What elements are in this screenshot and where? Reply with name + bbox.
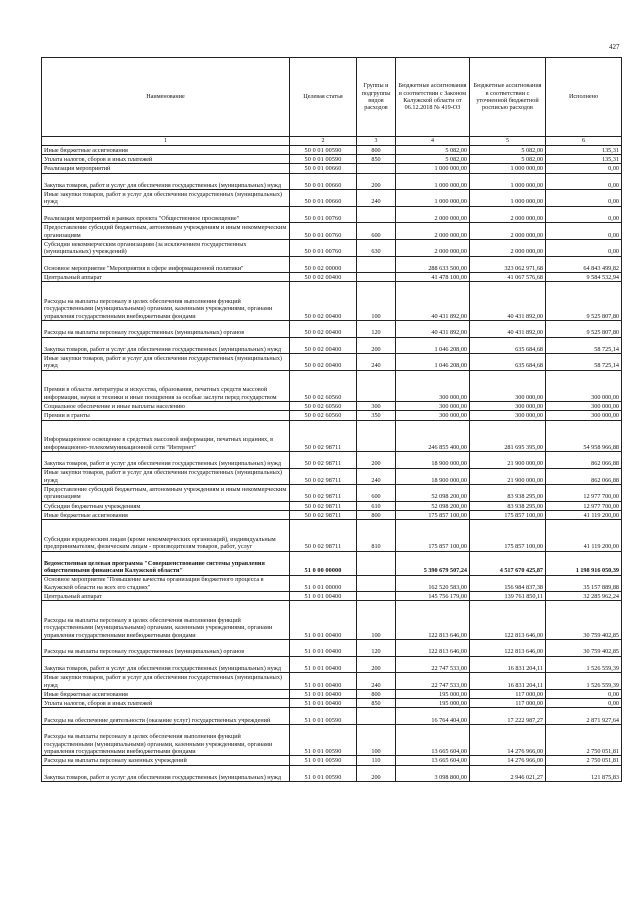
row-revised-allocation-cell: 1 000 000,00	[470, 190, 546, 207]
row-revised-allocation-cell: 156 984 837,38	[470, 575, 546, 592]
table-row	[42, 520, 622, 551]
row-revised-allocation-cell: 635 684,68	[470, 337, 546, 354]
row-name-cell: Социальное обеспечение и иные выплаты населению	[42, 402, 290, 411]
row-expense-group-cell	[357, 256, 396, 273]
row-executed-cell: 0,00	[546, 164, 622, 173]
row-law-allocation-cell: 288 633 500,00	[396, 256, 470, 273]
row-executed-cell: 35 157 889,88	[546, 575, 622, 592]
row-executed-cell: 0,00	[546, 239, 622, 256]
table-body	[42, 146, 622, 782]
row-name-cell: Расходы на выплаты персоналу в целях обеспечения выполнения функций государственными (муниципальными) органами, казенными учреждениями, органами управления государственными внебюджетными фондами	[42, 282, 290, 321]
row-name-cell: Расходы на выплаты персоналу в целях обеспечения выполнения функций государственными (муниципальными) органами, казенными учреждениями, органами управления государственными внебюджетными фондами	[42, 724, 290, 755]
header-number: 2	[290, 137, 357, 146]
header-number: 4	[396, 137, 470, 146]
row-revised-allocation-cell: 83 938 295,00	[470, 485, 546, 502]
row-revised-allocation-cell: 1 000 000,00	[470, 173, 546, 190]
row-executed-cell: 300 000,00	[546, 402, 622, 411]
row-revised-allocation-cell: 139 761 850,11	[470, 592, 546, 601]
row-target-article-cell: 50 0 01 00660	[290, 190, 357, 207]
row-law-allocation-cell: 3 098 800,00	[396, 765, 470, 782]
row-expense-group-cell: 200	[357, 337, 396, 354]
table-row	[42, 756, 622, 765]
row-name-cell: Закупка товаров, работ и услуг для обеспечения государственных (муниципальных) нужд	[42, 765, 290, 782]
row-law-allocation-cell: 13 665 604,00	[396, 724, 470, 755]
row-expense-group-cell: 200	[357, 656, 396, 673]
header-law-allocation: Бюджетные ассигнования в соответствии с Законом Калужской области от 06.12.2018 № 419-ОЗ	[396, 58, 470, 137]
row-law-allocation-cell: 122 813 646,00	[396, 640, 470, 657]
header-number: 5	[470, 137, 546, 146]
table-row	[42, 411, 622, 420]
row-law-allocation-cell: 16 764 404,00	[396, 708, 470, 725]
row-name-cell: Основное мероприятие "Мероприятия в сфере информационной политики"	[42, 256, 290, 273]
table-row	[42, 656, 622, 673]
row-expense-group-cell: 800	[357, 511, 396, 520]
row-law-allocation-cell: 40 431 892,00	[396, 321, 470, 338]
table-row	[42, 206, 622, 223]
row-executed-cell: 2 871 927,64	[546, 708, 622, 725]
row-expense-group-cell: 110	[357, 756, 396, 765]
row-target-article-cell: 51 0 00 00000	[290, 551, 357, 575]
row-law-allocation-cell: 300 000,00	[396, 402, 470, 411]
row-executed-cell: 1 526 559,39	[546, 673, 622, 690]
table-row	[42, 337, 622, 354]
row-target-article-cell: 50 0 01 00660	[290, 173, 357, 190]
row-expense-group-cell: 240	[357, 190, 396, 207]
table-row	[42, 689, 622, 698]
row-target-article-cell: 50 0 02 98711	[290, 485, 357, 502]
row-law-allocation-cell: 145 756 179,00	[396, 592, 470, 601]
row-law-allocation-cell: 175 857 100,00	[396, 511, 470, 520]
row-target-article-cell: 51 0 01 00400	[290, 592, 357, 601]
row-revised-allocation-cell: 21 900 000,00	[470, 452, 546, 469]
row-executed-cell: 0,00	[546, 223, 622, 240]
budget-table	[41, 57, 622, 782]
row-expense-group-cell	[357, 592, 396, 601]
row-revised-allocation-cell: 14 276 966,00	[470, 756, 546, 765]
row-expense-group-cell: 240	[357, 673, 396, 690]
row-law-allocation-cell: 5 082,00	[396, 155, 470, 164]
table-row	[42, 155, 622, 164]
row-law-allocation-cell: 300 000,00	[396, 411, 470, 420]
row-executed-cell: 9 525 807,80	[546, 282, 622, 321]
row-name-cell: Иные бюджетные ассигнования	[42, 511, 290, 520]
row-name-cell: Реализация мероприятий в рамках проекта "Общественное просвещение"	[42, 206, 290, 223]
row-name-cell: Расходы на выплаты персоналу государственных (муниципальных) органов	[42, 640, 290, 657]
row-law-allocation-cell: 2 000 000,00	[396, 206, 470, 223]
row-target-article-cell: 50 0 02 00400	[290, 337, 357, 354]
table-row	[42, 452, 622, 469]
row-law-allocation-cell: 246 855 400,00	[396, 420, 470, 451]
table-row	[42, 223, 622, 240]
row-target-article-cell: 51 0 01 00400	[290, 601, 357, 640]
row-executed-cell: 0,00	[546, 689, 622, 698]
table-row	[42, 485, 622, 502]
row-executed-cell: 9 525 807,80	[546, 321, 622, 338]
row-revised-allocation-cell: 41 067 576,68	[470, 273, 546, 282]
row-executed-cell: 41 119 200,00	[546, 520, 622, 551]
row-revised-allocation-cell: 40 431 892,00	[470, 282, 546, 321]
row-executed-cell: 2 750 051,81	[546, 724, 622, 755]
row-target-article-cell: 50 0 02 98711	[290, 452, 357, 469]
row-revised-allocation-cell: 5 082,00	[470, 146, 546, 155]
row-target-article-cell: 51 0 01 00400	[290, 689, 357, 698]
row-law-allocation-cell: 1 000 000,00	[396, 190, 470, 207]
row-name-cell: Центральный аппарат	[42, 273, 290, 282]
row-revised-allocation-cell: 635 684,68	[470, 354, 546, 371]
row-law-allocation-cell: 195 000,00	[396, 689, 470, 698]
row-law-allocation-cell: 18 900 000,00	[396, 468, 470, 485]
header-expense-group: Группы и подгруппы видов расходов	[357, 58, 396, 137]
row-executed-cell: 54 958 966,88	[546, 420, 622, 451]
table-row	[42, 468, 622, 485]
row-name-cell: Закупка товаров, работ и услуг для обеспечения государственных (муниципальных) нужд	[42, 452, 290, 469]
row-executed-cell: 0,00	[546, 173, 622, 190]
row-expense-group-cell: 350	[357, 411, 396, 420]
header-executed: Исполнено	[546, 58, 622, 137]
row-name-cell: Иные бюджетные ассигнования	[42, 146, 290, 155]
row-expense-group-cell: 100	[357, 282, 396, 321]
header-row	[42, 58, 622, 137]
row-revised-allocation-cell: 17 222 987,27	[470, 708, 546, 725]
row-revised-allocation-cell: 175 857 100,00	[470, 511, 546, 520]
row-expense-group-cell: 200	[357, 173, 396, 190]
row-name-cell: Расходы на выплаты персоналу казенных учреждений	[42, 756, 290, 765]
row-target-article-cell: 50 0 01 00760	[290, 239, 357, 256]
row-expense-group-cell	[357, 420, 396, 451]
row-name-cell: Субсидии бюджетным учреждениям	[42, 501, 290, 510]
table-row	[42, 282, 622, 321]
header-target-article: Целевая статья	[290, 58, 357, 137]
row-revised-allocation-cell: 83 938 295,00	[470, 501, 546, 510]
row-revised-allocation-cell: 5 082,00	[470, 155, 546, 164]
row-law-allocation-cell: 52 098 200,00	[396, 501, 470, 510]
row-executed-cell: 135,31	[546, 155, 622, 164]
table-row	[42, 708, 622, 725]
row-expense-group-cell: 600	[357, 223, 396, 240]
row-executed-cell: 0,00	[546, 206, 622, 223]
row-law-allocation-cell: 22 747 533,00	[396, 673, 470, 690]
table-row	[42, 551, 622, 575]
row-expense-group-cell: 850	[357, 155, 396, 164]
row-name-cell: Предоставление субсидий бюджетным, автономным учреждениям и иным некоммерческим организациям	[42, 485, 290, 502]
row-target-article-cell: 50 0 01 00660	[290, 164, 357, 173]
row-expense-group-cell: 120	[357, 321, 396, 338]
row-target-article-cell: 50 0 02 60560	[290, 402, 357, 411]
row-executed-cell: 2 750 051,81	[546, 756, 622, 765]
table-row	[42, 724, 622, 755]
row-executed-cell: 41 119 200,00	[546, 511, 622, 520]
row-name-cell: Иные закупки товаров, работ и услуг для обеспечения государственных (муниципальных) нужд	[42, 190, 290, 207]
table-row	[42, 699, 622, 708]
table-row	[42, 354, 622, 371]
row-expense-group-cell	[357, 206, 396, 223]
row-target-article-cell: 51 0 01 00400	[290, 673, 357, 690]
row-target-article-cell: 51 0 01 00590	[290, 765, 357, 782]
row-executed-cell: 300 000,00	[546, 411, 622, 420]
row-executed-cell: 64 843 499,82	[546, 256, 622, 273]
row-target-article-cell: 51 0 01 00000	[290, 575, 357, 592]
row-revised-allocation-cell: 300 000,00	[470, 370, 546, 401]
table-row	[42, 501, 622, 510]
row-expense-group-cell: 300	[357, 402, 396, 411]
table-row	[42, 420, 622, 451]
row-target-article-cell: 50 0 02 98711	[290, 511, 357, 520]
row-expense-group-cell: 850	[357, 699, 396, 708]
header-number: 3	[357, 137, 396, 146]
row-revised-allocation-cell: 16 831 204,11	[470, 656, 546, 673]
row-name-cell: Уплата налогов, сборов и иных платежей	[42, 155, 290, 164]
row-law-allocation-cell: 52 098 200,00	[396, 485, 470, 502]
row-expense-group-cell: 630	[357, 239, 396, 256]
row-law-allocation-cell: 162 520 583,00	[396, 575, 470, 592]
table-row	[42, 370, 622, 401]
row-target-article-cell: 50 0 02 98711	[290, 501, 357, 510]
row-executed-cell: 12 977 700,00	[546, 501, 622, 510]
table-row	[42, 190, 622, 207]
row-revised-allocation-cell: 122 813 646,00	[470, 640, 546, 657]
row-name-cell: Субсидии некоммерческим организациям (за исключением государственных (муниципальных) учреждений)	[42, 239, 290, 256]
header-name: Наименование	[42, 58, 290, 137]
row-executed-cell: 862 066,88	[546, 468, 622, 485]
row-law-allocation-cell: 2 000 000,00	[396, 239, 470, 256]
row-expense-group-cell	[357, 575, 396, 592]
row-law-allocation-cell: 13 665 604,00	[396, 756, 470, 765]
table-row	[42, 575, 622, 592]
row-target-article-cell: 50 0 02 60560	[290, 411, 357, 420]
table-row	[42, 173, 622, 190]
row-law-allocation-cell: 175 857 100,00	[396, 520, 470, 551]
row-revised-allocation-cell: 117 000,00	[470, 689, 546, 698]
table-row	[42, 640, 622, 657]
row-revised-allocation-cell: 1 000 000,00	[470, 164, 546, 173]
table-row	[42, 402, 622, 411]
table-row	[42, 239, 622, 256]
row-name-cell: Расходы на выплаты персоналу государственных (муниципальных) органов	[42, 321, 290, 338]
row-revised-allocation-cell: 2 000 000,00	[470, 206, 546, 223]
row-name-cell: Закупка товаров, работ и услуг для обеспечения государственных (муниципальных) нужд	[42, 173, 290, 190]
row-expense-group-cell: 240	[357, 354, 396, 371]
row-expense-group-cell: 200	[357, 452, 396, 469]
row-executed-cell: 58 725,14	[546, 354, 622, 371]
row-name-cell: Субсидии юридическим лицам (кроме некоммерческих организаций), индивидуальным предпринимателям, физическим лицам - производителям товаров, работ, услуг	[42, 520, 290, 551]
row-target-article-cell: 50 0 02 00000	[290, 256, 357, 273]
row-revised-allocation-cell: 4 517 670 425,87	[470, 551, 546, 575]
table-row	[42, 601, 622, 640]
row-name-cell: Уплата налогов, сборов и иных платежей	[42, 699, 290, 708]
row-name-cell: Закупка товаров, работ и услуг для обеспечения государственных (муниципальных) нужд	[42, 656, 290, 673]
row-law-allocation-cell: 1 046 208,00	[396, 354, 470, 371]
row-law-allocation-cell: 300 000,00	[396, 370, 470, 401]
row-law-allocation-cell: 41 478 100,00	[396, 273, 470, 282]
row-name-cell: Иные закупки товаров, работ и услуг для обеспечения государственных (муниципальных) нужд	[42, 468, 290, 485]
row-revised-allocation-cell: 2 000 000,00	[470, 239, 546, 256]
row-executed-cell: 135,31	[546, 146, 622, 155]
row-executed-cell: 1 526 559,39	[546, 656, 622, 673]
row-target-article-cell: 51 0 01 00400	[290, 640, 357, 657]
row-name-cell: Расходы на обеспечение деятельности (оказание услуг) государственных учреждений	[42, 708, 290, 725]
row-revised-allocation-cell: 21 900 000,00	[470, 468, 546, 485]
table-row	[42, 673, 622, 690]
row-law-allocation-cell: 2 000 000,00	[396, 223, 470, 240]
row-law-allocation-cell: 1 000 000,00	[396, 164, 470, 173]
row-executed-cell: 862 066,88	[546, 452, 622, 469]
row-name-cell: Информационное освещение в средствах массовой информации, печатных изданиях, в информационно-телекоммуникационной сети "Интернет"	[42, 420, 290, 451]
row-target-article-cell: 50 0 01 00760	[290, 223, 357, 240]
row-expense-group-cell: 200	[357, 765, 396, 782]
row-revised-allocation-cell: 300 000,00	[470, 402, 546, 411]
row-executed-cell: 30 759 402,85	[546, 640, 622, 657]
row-expense-group-cell: 100	[357, 601, 396, 640]
page-number: 427	[609, 43, 620, 51]
row-law-allocation-cell: 5 082,00	[396, 146, 470, 155]
row-expense-group-cell	[357, 370, 396, 401]
row-revised-allocation-cell: 281 695 395,00	[470, 420, 546, 451]
row-expense-group-cell: 800	[357, 689, 396, 698]
table-row	[42, 765, 622, 782]
row-expense-group-cell	[357, 273, 396, 282]
row-revised-allocation-cell: 14 276 966,00	[470, 724, 546, 755]
row-executed-cell: 30 759 402,85	[546, 601, 622, 640]
table-row	[42, 321, 622, 338]
row-target-article-cell: 50 0 02 98711	[290, 420, 357, 451]
header-revised-allocation: Бюджетные ассигнования в соответствии с уточненной бюджетной росписью расходов	[470, 58, 546, 137]
row-law-allocation-cell: 18 900 000,00	[396, 452, 470, 469]
row-expense-group-cell	[357, 551, 396, 575]
row-executed-cell: 32 285 962,24	[546, 592, 622, 601]
table-row	[42, 164, 622, 173]
row-target-article-cell: 50 0 02 00400	[290, 354, 357, 371]
row-expense-group-cell: 610	[357, 501, 396, 510]
row-target-article-cell: 50 0 02 98711	[290, 520, 357, 551]
row-target-article-cell: 50 0 01 00760	[290, 206, 357, 223]
row-expense-group-cell	[357, 708, 396, 725]
row-revised-allocation-cell: 117 000,00	[470, 699, 546, 708]
row-target-article-cell: 50 0 01 00590	[290, 146, 357, 155]
header-number: 1	[42, 137, 290, 146]
row-name-cell: Реализация мероприятий	[42, 164, 290, 173]
row-expense-group-cell: 240	[357, 468, 396, 485]
row-revised-allocation-cell: 323 062 971,68	[470, 256, 546, 273]
row-expense-group-cell: 600	[357, 485, 396, 502]
row-executed-cell: 1 198 916 050,39	[546, 551, 622, 575]
row-target-article-cell: 51 0 01 00590	[290, 756, 357, 765]
row-target-article-cell: 51 0 01 00590	[290, 708, 357, 725]
row-target-article-cell: 50 0 02 60560	[290, 370, 357, 401]
row-target-article-cell: 50 0 02 00400	[290, 273, 357, 282]
row-target-article-cell: 50 0 02 98711	[290, 468, 357, 485]
row-target-article-cell: 50 0 01 00590	[290, 155, 357, 164]
row-expense-group-cell: 100	[357, 724, 396, 755]
row-revised-allocation-cell: 2 000 000,00	[470, 223, 546, 240]
row-expense-group-cell: 120	[357, 640, 396, 657]
row-law-allocation-cell: 1 000 000,00	[396, 173, 470, 190]
table-row	[42, 146, 622, 155]
row-expense-group-cell	[357, 164, 396, 173]
row-expense-group-cell: 800	[357, 146, 396, 155]
row-revised-allocation-cell: 16 831 204,11	[470, 673, 546, 690]
row-expense-group-cell: 810	[357, 520, 396, 551]
row-law-allocation-cell: 5 390 679 507,24	[396, 551, 470, 575]
row-name-cell: Иные закупки товаров, работ и услуг для обеспечения государственных (муниципальных) нужд	[42, 673, 290, 690]
row-name-cell: Иные закупки товаров, работ и услуг для обеспечения государственных (муниципальных) нужд	[42, 354, 290, 371]
row-target-article-cell: 50 0 02 00400	[290, 321, 357, 338]
row-target-article-cell: 51 0 01 00400	[290, 699, 357, 708]
row-executed-cell: 0,00	[546, 699, 622, 708]
row-law-allocation-cell: 22 747 533,00	[396, 656, 470, 673]
row-name-cell: Премии в области литературы и искусства, образования, печатных средств массовой информации, науки и техники и иные поощрения за особые заслуги перед государством	[42, 370, 290, 401]
row-name-cell: Премии и гранты	[42, 411, 290, 420]
table-row	[42, 256, 622, 273]
table-row	[42, 273, 622, 282]
row-name-cell: Закупка товаров, работ и услуг для обеспечения государственных (муниципальных) нужд	[42, 337, 290, 354]
row-executed-cell: 300 000,00	[546, 370, 622, 401]
row-name-cell: Предоставление субсидий бюджетным, автономным учреждениям и иным некоммерческим организациям	[42, 223, 290, 240]
row-executed-cell: 58 725,14	[546, 337, 622, 354]
row-executed-cell: 121 875,83	[546, 765, 622, 782]
row-name-cell: Расходы на выплаты персоналу в целях обеспечения выполнения функций государственными (муниципальными) органами, казенными учреждениями, органами управления государственными внебюджетными фондами	[42, 601, 290, 640]
row-law-allocation-cell: 40 431 892,00	[396, 282, 470, 321]
row-name-cell: Центральный аппарат	[42, 592, 290, 601]
row-revised-allocation-cell: 2 946 021,27	[470, 765, 546, 782]
row-law-allocation-cell: 122 813 646,00	[396, 601, 470, 640]
header-number: 6	[546, 137, 622, 146]
row-executed-cell: 12 977 700,00	[546, 485, 622, 502]
row-executed-cell: 9 584 532,94	[546, 273, 622, 282]
row-revised-allocation-cell: 175 857 100,00	[470, 520, 546, 551]
row-target-article-cell: 51 0 01 00400	[290, 656, 357, 673]
row-law-allocation-cell: 1 046 208,00	[396, 337, 470, 354]
row-target-article-cell: 50 0 02 00400	[290, 282, 357, 321]
table-row	[42, 592, 622, 601]
row-revised-allocation-cell: 40 431 892,00	[470, 321, 546, 338]
row-revised-allocation-cell: 122 813 646,00	[470, 601, 546, 640]
row-target-article-cell: 51 0 01 00590	[290, 724, 357, 755]
header-number-row	[42, 137, 622, 146]
row-name-cell: Ведомственная целевая программа "Совершенствование системы управления общественными финансами Калужской области"	[42, 551, 290, 575]
row-revised-allocation-cell: 300 000,00	[470, 411, 546, 420]
row-name-cell: Основное мероприятие "Повышение качества организации бюджетного процесса в Калужской области на всех его стадиях"	[42, 575, 290, 592]
table-row	[42, 511, 622, 520]
row-law-allocation-cell: 195 000,00	[396, 699, 470, 708]
row-executed-cell: 0,00	[546, 190, 622, 207]
row-name-cell: Иные бюджетные ассигнования	[42, 689, 290, 698]
